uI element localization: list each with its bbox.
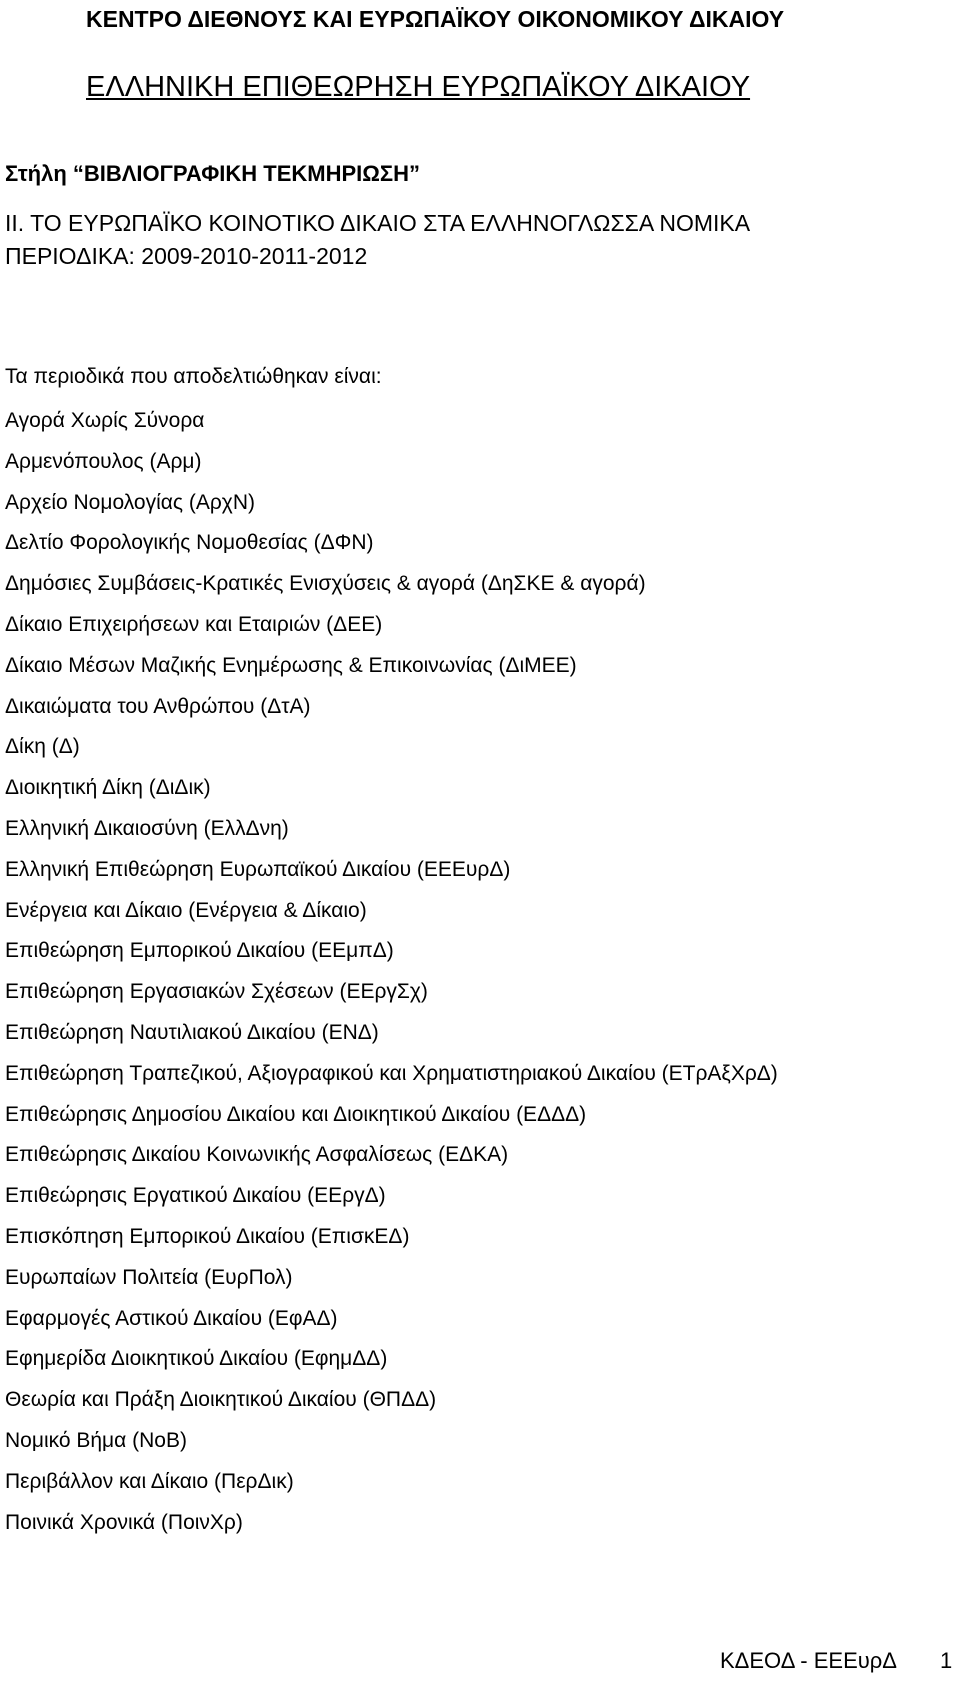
list-item: Διοικητική Δίκη (ΔιΔικ) [5,776,211,800]
list-item: Εφαρμογές Αστικού Δικαίου (ΕφΑΔ) [5,1306,338,1330]
list-item: Δικαιώματα του Ανθρώπου (ΔτΑ) [5,694,311,718]
list-item: Νομικό Βήμα (ΝοΒ) [5,1428,187,1452]
list-item: Επιθεώρησις Δικαίου Κοινωνικής Ασφαλίσεως (ΕΔΚΑ) [5,1143,509,1167]
list-item: Θεωρία και Πράξη Διοικητικού Δικαίου (ΘΠΔΔ) [5,1388,437,1412]
intro-text: Τα περιοδικά που αποδελτιώθηκαν είναι: [5,365,382,388]
list-item: Ποινικά Χρονικά (ΠοινΧρ) [5,1510,243,1534]
list-item: Ελληνική Δικαιοσύνη (ΕλλΔνη) [5,816,289,840]
list-item: Επιθεώρηση Ναυτιλιακού Δικαίου (ΕΝΔ) [5,1020,379,1044]
page-number: 1 [940,1648,953,1673]
list-item: Δημόσιες Συμβάσεις-Κρατικές Ενισχύσεις & αγορά (ΔηΣΚΕ & αγορά) [5,572,646,596]
list-item: Δελτίο Φορολογικής Νομοθεσίας (ΔΦΝ) [5,531,374,555]
footer-text: ΚΔΕΟΔ - ΕΕΕυρΔ [720,1648,897,1673]
list-item: Επιθεώρηση Εμπορικού Δικαίου (ΕΕμπΔ) [5,939,394,963]
section-heading-line-2: ΠΕΡΙΟΔΙΚΑ: 2009-2010-2011-2012 [5,243,368,269]
organization-header: ΚΕΝΤΡΟ ΔΙΕΘΝΟΥΣ ΚΑΙ ΕΥΡΩΠΑΪΚΟΥ ΟΙΚΟΝΟΜΙΚΟΥ ΔΙΚΑΙΟΥ [86,6,785,32]
list-item: Επιθεώρησις Εργατικού Δικαίου (ΕΕργΔ) [5,1184,386,1208]
list-item: Αρμενόπουλος (Αρμ) [5,449,202,473]
list-item: Δίκαιο Μέσων Μαζικής Ενημέρωσης & Επικοινωνίας (ΔιΜΕΕ) [5,653,577,677]
periodicals-list [5,407,778,1549]
section-heading [5,207,955,273]
list-item: Αρχείο Νομολογίας (ΑρχΝ) [5,490,255,514]
journal-title: ΕΛΛΗΝΙΚΗ ΕΠΙΘΕΩΡΗΣΗ ΕΥΡΩΠΑΪΚΟΥ ΔΙΚΑΙΟΥ [86,71,751,103]
column-label: Στήλη “ΒΙΒΛΙΟΓΡΑΦΙΚΗ ΤΕΚΜΗΡΙΩΣΗ” [5,161,421,186]
list-item: Περιβάλλον και Δίκαιο (ΠερΔικ) [5,1469,294,1493]
list-item: Δίκαιο Επιχειρήσεων και Εταιριών (ΔΕΕ) [5,612,383,636]
list-item: Δίκη (Δ) [5,735,80,759]
list-item: Ευρωπαίων Πολιτεία (ΕυρΠολ) [5,1265,293,1289]
list-item: Ελληνική Επιθεώρηση Ευρωπαϊκού Δικαίου (ΕΕΕυρΔ) [5,857,511,881]
list-item: Επισκόπηση Εμπορικού Δικαίου (ΕπισκΕΔ) [5,1224,410,1248]
list-item: Επιθεώρηση Εργασιακών Σχέσεων (ΕΕργΣχ) [5,980,428,1004]
list-item: Επιθεώρησις Δημοσίου Δικαίου και Διοικητικού Δικαίου (ΕΔΔΔ) [5,1102,587,1126]
section-heading-line-1: ΙΙ. ΤΟ ΕΥΡΩΠΑΪΚΟ ΚΟΙΝΟΤΙΚΟ ΔΙΚΑΙΟ ΣΤΑ ΕΛΛΗΝΟΓΛΩΣΣΑ ΝΟΜΙΚΑ [5,210,751,236]
list-item: Επιθεώρηση Τραπεζικού, Αξιογραφικού και Χρηματιστηριακού Δικαίου (ΕΤρΑξΧρΔ) [5,1061,778,1085]
list-item: Ενέργεια και Δίκαιο (Ενέργεια & Δίκαιο) [5,898,367,922]
list-item: Αγορά Χωρίς Σύνορα [5,409,205,432]
list-item: Εφημερίδα Διοικητικού Δικαίου (ΕφημΔΔ) [5,1347,388,1371]
